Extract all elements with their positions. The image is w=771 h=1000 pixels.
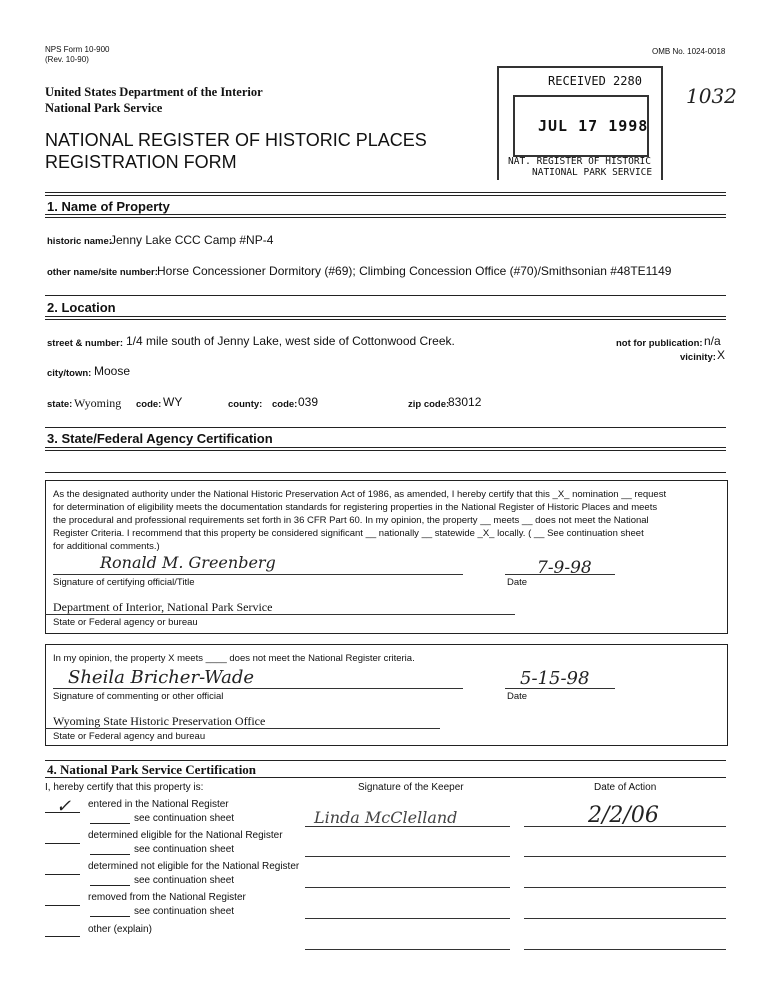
not-eligible-label: determined not eligible for the National Register — [88, 861, 300, 872]
stamp-date: JUL 17 1998 — [538, 117, 649, 135]
opinion-text: In my opinion, the property X meets ____ does not meet the National Register criteria. — [53, 653, 415, 664]
historic-name-value: Jenny Lake CCC Camp #NP-4 — [110, 233, 274, 247]
other-explain-label: other (explain) — [88, 924, 152, 935]
commenting-sig-label: Signature of commenting or other official — [53, 691, 224, 702]
form-title-line2: REGISTRATION FORM — [45, 152, 237, 172]
state-code-value: WY — [163, 395, 183, 409]
vicinity-value: X — [717, 348, 726, 362]
certifying-date-label: Date — [507, 577, 528, 588]
eligible-label: determined eligible for the National Register — [88, 830, 283, 841]
county-code-value: 039 — [298, 395, 319, 409]
omb-number: OMB No. 1024-0018 — [652, 47, 726, 56]
stamp-line2: NATIONAL PARK SERVICE — [532, 167, 653, 178]
nfp-label: not for publication: — [616, 338, 703, 349]
form-revision: (Rev. 10-90) — [45, 55, 89, 64]
zip-label: zip code: — [408, 399, 450, 410]
removed-continuation: see continuation sheet — [134, 906, 235, 917]
agency2-value: Wyoming State Historic Preservation Office — [53, 714, 266, 728]
department-name: United States Department of the Interior — [45, 85, 263, 99]
cert-para-line5: for additional comments.) — [53, 541, 160, 552]
cert-para-line2: for determination of eligibility meets the documentation standards for registering properties in the National Register of Historic Places and meets — [53, 502, 658, 513]
entered-label: entered in the National Register — [88, 799, 229, 810]
state-label: state: — [47, 399, 73, 410]
eligible-continuation: see continuation sheet — [134, 844, 235, 855]
removed-label: removed from the National Register — [88, 892, 246, 903]
agency2-label: State or Federal agency and bureau — [53, 731, 206, 742]
commenting-signature: Sheila Bricher-Wade — [68, 667, 255, 688]
street-label: street & number: — [47, 338, 124, 349]
service-name: National Park Service — [45, 101, 163, 115]
cert-para-line1: As the designated authority under the National Historic Preservation Act of 1986, as amended, I hereby certify that this _X_ nomination __ request — [53, 489, 667, 500]
nfp-value: n/a — [704, 334, 721, 348]
section4-intro: I, hereby certify that this property is: — [45, 782, 204, 793]
commenting-date-label: Date — [507, 691, 528, 702]
cert-para-line3: the procedural and professional requirements set forth in 36 CFR Part 60. In my opinion, the property __ meets __ does not meet the National — [53, 515, 649, 526]
county-label: county: — [228, 399, 263, 410]
section-3-heading: 3. State/Federal Agency Certification — [47, 431, 273, 446]
form-title-line1: NATIONAL REGISTER OF HISTORIC PLACES — [45, 130, 427, 150]
cert-para-line4: Register Criteria. I recommend that this property be considered significant __ nationally __ statewide _X_ locally. ( __ See continuation sheet — [53, 528, 644, 539]
form-number: NPS Form 10-900 — [45, 45, 110, 54]
state-code-label: code: — [136, 399, 162, 410]
keeper-signature: Linda McClelland — [314, 808, 458, 827]
commenting-date: 5-15-98 — [520, 668, 590, 689]
vicinity-label: vicinity: — [680, 352, 716, 363]
date-of-action-label: Date of Action — [594, 782, 657, 793]
street-value: 1/4 mile south of Jenny Lake, west side of Cottonwood Creek. — [126, 334, 455, 348]
handwritten-number: 1032 — [686, 84, 737, 108]
action-date: 2/2/06 — [588, 803, 659, 828]
keeper-label: Signature of the Keeper — [358, 782, 464, 793]
other-names-label: other name/site number: — [47, 267, 158, 278]
state-value: Wyoming — [74, 396, 122, 410]
stamp-received: RECEIVED 2280 — [548, 74, 642, 88]
section-2-heading: 2. Location — [47, 300, 116, 315]
historic-name-label: historic name: — [47, 236, 112, 247]
agency-value: Department of Interior, National Park Service — [53, 600, 273, 614]
not-eligible-continuation: see continuation sheet — [134, 875, 235, 886]
other-names-value: Horse Concessioner Dormitory (#69); Climbing Concession Office (#70)/Smithsonian #48TE1149 — [157, 264, 672, 278]
county-code-label: code: — [272, 399, 298, 410]
city-label: city/town: — [47, 368, 92, 379]
section-1-heading: 1. Name of Property — [47, 199, 170, 214]
zip-value: 83012 — [448, 395, 482, 409]
stamp-line1: NAT. REGISTER OF HISTORIC — [508, 156, 651, 167]
certifying-signature: Ronald M. Greenberg — [100, 553, 276, 572]
city-value: Moose — [94, 364, 131, 378]
entered-checkmark: ✓ — [56, 796, 72, 817]
certifying-sig-label: Signature of certifying official/Title — [53, 577, 195, 588]
agency-label: State or Federal agency or bureau — [53, 617, 198, 628]
entered-continuation: see continuation sheet — [134, 813, 235, 824]
section-4-heading: 4. National Park Service Certification — [47, 762, 257, 777]
certifying-date: 7-9-98 — [537, 558, 592, 578]
